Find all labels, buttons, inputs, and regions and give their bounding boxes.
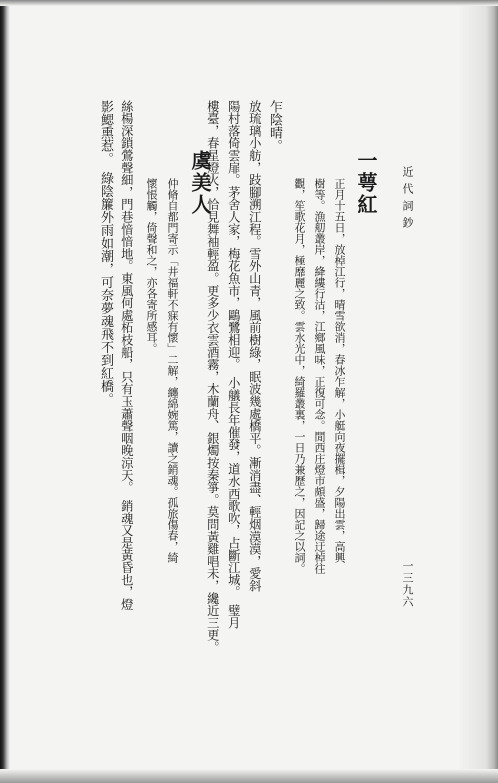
poem-line: 放琉璃小舫，跂腳溯江程。雪外山青，風前樹綠，眠波幾處橋平。漸消盡、輕烟漠漠，愛斜 <box>247 100 262 592</box>
page-right-edge <box>458 0 498 783</box>
page-bottom-edge <box>0 769 498 783</box>
poem-title-yu-mei-ren: 虞美人 <box>188 150 212 216</box>
poem-line: 乍陰晴。 <box>267 100 282 152</box>
page-left-edge <box>0 0 10 783</box>
preface-line: 正月十五日，放棹江行，晴雪欲消，春冰乍解，小艇向夜擺楫，夕陽出雲，高興 <box>333 178 346 563</box>
poem-title-yi-e-hong: 一萼紅 <box>354 150 378 216</box>
preface-line: 觀，笙歌花月，極靡麗之致。雲水光中，綺羅叢裏，一日乃兼歷之，因記之以詞。 <box>293 178 306 574</box>
preface-line: 樹等。漁舠叢岸，絳縷行沽，江鄉風味，正復可念。閒西庄燈市頗盛，歸途迂棹往 <box>313 178 326 574</box>
page-top-edge <box>0 0 498 6</box>
poem-line: 樓臺，春星燈火，恰見舞袖輕盈。更多少衣雲酒霧，木蘭舟、銀燭按秦箏。莫問黃雞唱未，纔近三更。 <box>205 100 220 654</box>
poem-line: 絲楊深鎖鶯聲細，門巷愔愔地。東風何處柘枝船，只有玉蕭聲咽晚涼天。 銷魂又是黃昏也，燈 <box>119 100 134 611</box>
poem-line: 陽村落倚雲扉。茅舍人家，梅花魚市，鷗鷺相迎。 小艤長年催發，道水西歌吹，占斷江城。 璧月 <box>226 100 241 629</box>
running-header-title: 近代詞鈔 <box>401 166 414 234</box>
preface-line: 仲脩自都門寄示「井福軒不寐有懷」二解，纏綿婉篤，讀之銷魂。孤旅傷春，綺 <box>166 178 179 563</box>
preface-line: 懷悵觸，倚聲和之，亦各寄所感耳。 <box>145 178 158 354</box>
poem-line: 影鰓熏惹。 綠陰簾外雨如潮，可奈夢魂飛不到紅橋。 <box>98 100 113 406</box>
page-number: 一三九六 <box>401 560 414 608</box>
